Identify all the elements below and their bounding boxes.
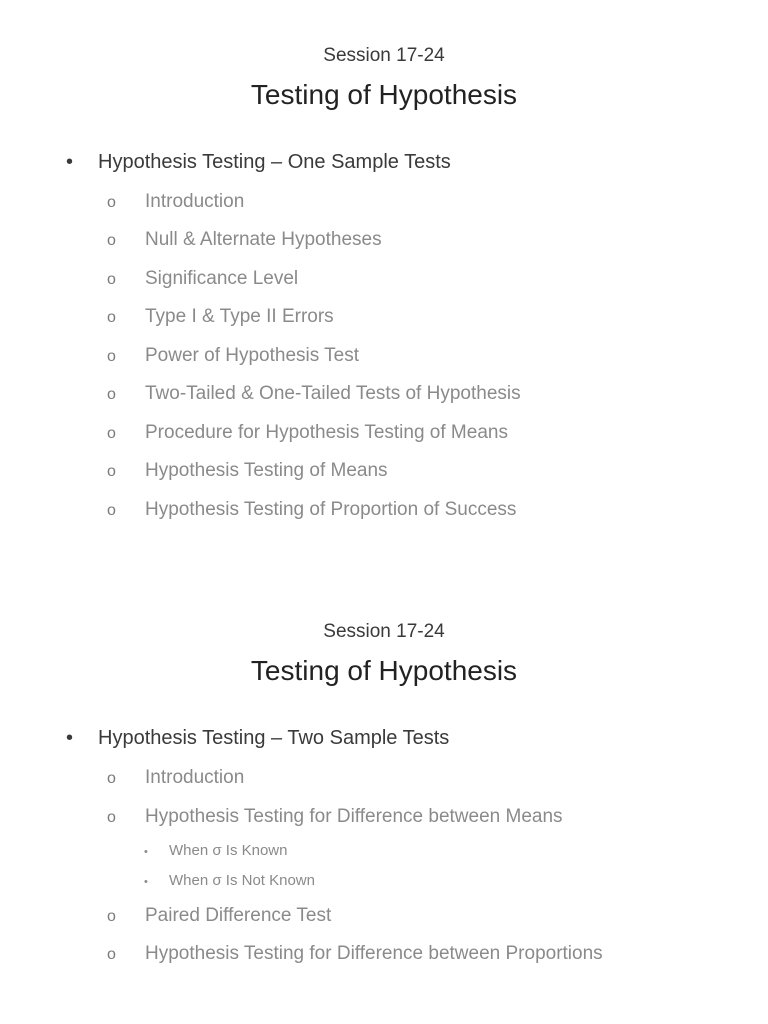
list-item-text: Two-Tailed & One-Tailed Tests of Hypothesis: [145, 383, 521, 404]
list-item-text: Null & Alternate Hypotheses: [145, 229, 382, 250]
circle-marker-icon: o: [107, 946, 116, 963]
circle-marker-icon: o: [107, 770, 116, 787]
session-label: Session 17-24: [323, 45, 445, 66]
list-item-text: Type I & Type II Errors: [145, 306, 334, 327]
list-item-text: Hypothesis Testing for Difference between Proportions: [145, 943, 603, 964]
slide-title: Testing of Hypothesis: [250, 655, 518, 686]
list-item-text: Hypothesis Testing of Proportion of Success: [145, 499, 517, 520]
slide-title: Testing of Hypothesis: [250, 79, 518, 110]
bullet-marker: •: [66, 727, 74, 749]
list-item: [107, 383, 521, 405]
circle-marker-icon: o: [107, 348, 116, 365]
sub-list-item-text: When σ Is Known: [169, 842, 288, 859]
circle-marker-icon: o: [107, 809, 116, 826]
circle-marker-icon: o: [107, 425, 116, 442]
circle-marker-icon: o: [107, 463, 116, 480]
list-item-text: Procedure for Hypothesis Testing of Means: [145, 422, 508, 443]
list-item-text: Significance Level: [145, 268, 299, 289]
list-item: [107, 191, 244, 213]
list-item: [107, 306, 334, 328]
small-bullet-marker: •: [144, 876, 148, 888]
list-item: [107, 422, 508, 444]
list-item-text: Paired Difference Test: [145, 905, 332, 926]
sub-list-item: [144, 842, 287, 859]
circle-marker-icon: o: [107, 386, 116, 403]
main-bullet: [66, 151, 451, 174]
list-item-text: Hypothesis Testing of Means: [145, 460, 388, 481]
list-item: [107, 229, 382, 251]
main-bullet-text: Hypothesis Testing – Two Sample Tests: [98, 727, 450, 749]
list-item: [107, 905, 331, 927]
circle-marker-icon: o: [107, 232, 116, 249]
small-bullet-marker: •: [144, 846, 148, 858]
list-item: [107, 460, 388, 482]
list-item-text: Hypothesis Testing for Difference between Means: [145, 806, 563, 827]
list-item: [107, 345, 359, 367]
main-bullet-text: Hypothesis Testing – One Sample Tests: [98, 151, 451, 173]
list-item: [107, 268, 298, 290]
list-item-text: Power of Hypothesis Test: [145, 345, 360, 366]
list-item: [107, 499, 516, 521]
circle-marker-icon: o: [107, 908, 116, 925]
circle-marker-icon: o: [107, 194, 116, 211]
bullet-marker: •: [66, 151, 74, 173]
list-item-text: Introduction: [145, 767, 245, 788]
list-item: [107, 943, 603, 965]
circle-marker-icon: o: [107, 309, 116, 326]
list-item: [107, 806, 563, 828]
sub-list-item: [144, 872, 315, 889]
sub-list-item-text: When σ Is Not Known: [169, 872, 315, 889]
circle-marker-icon: o: [107, 502, 116, 519]
circle-marker-icon: o: [107, 271, 116, 288]
session-label: Session 17-24: [323, 621, 445, 642]
main-bullet: [66, 727, 449, 750]
list-item-text: Introduction: [145, 191, 245, 212]
list-item: [107, 767, 244, 789]
